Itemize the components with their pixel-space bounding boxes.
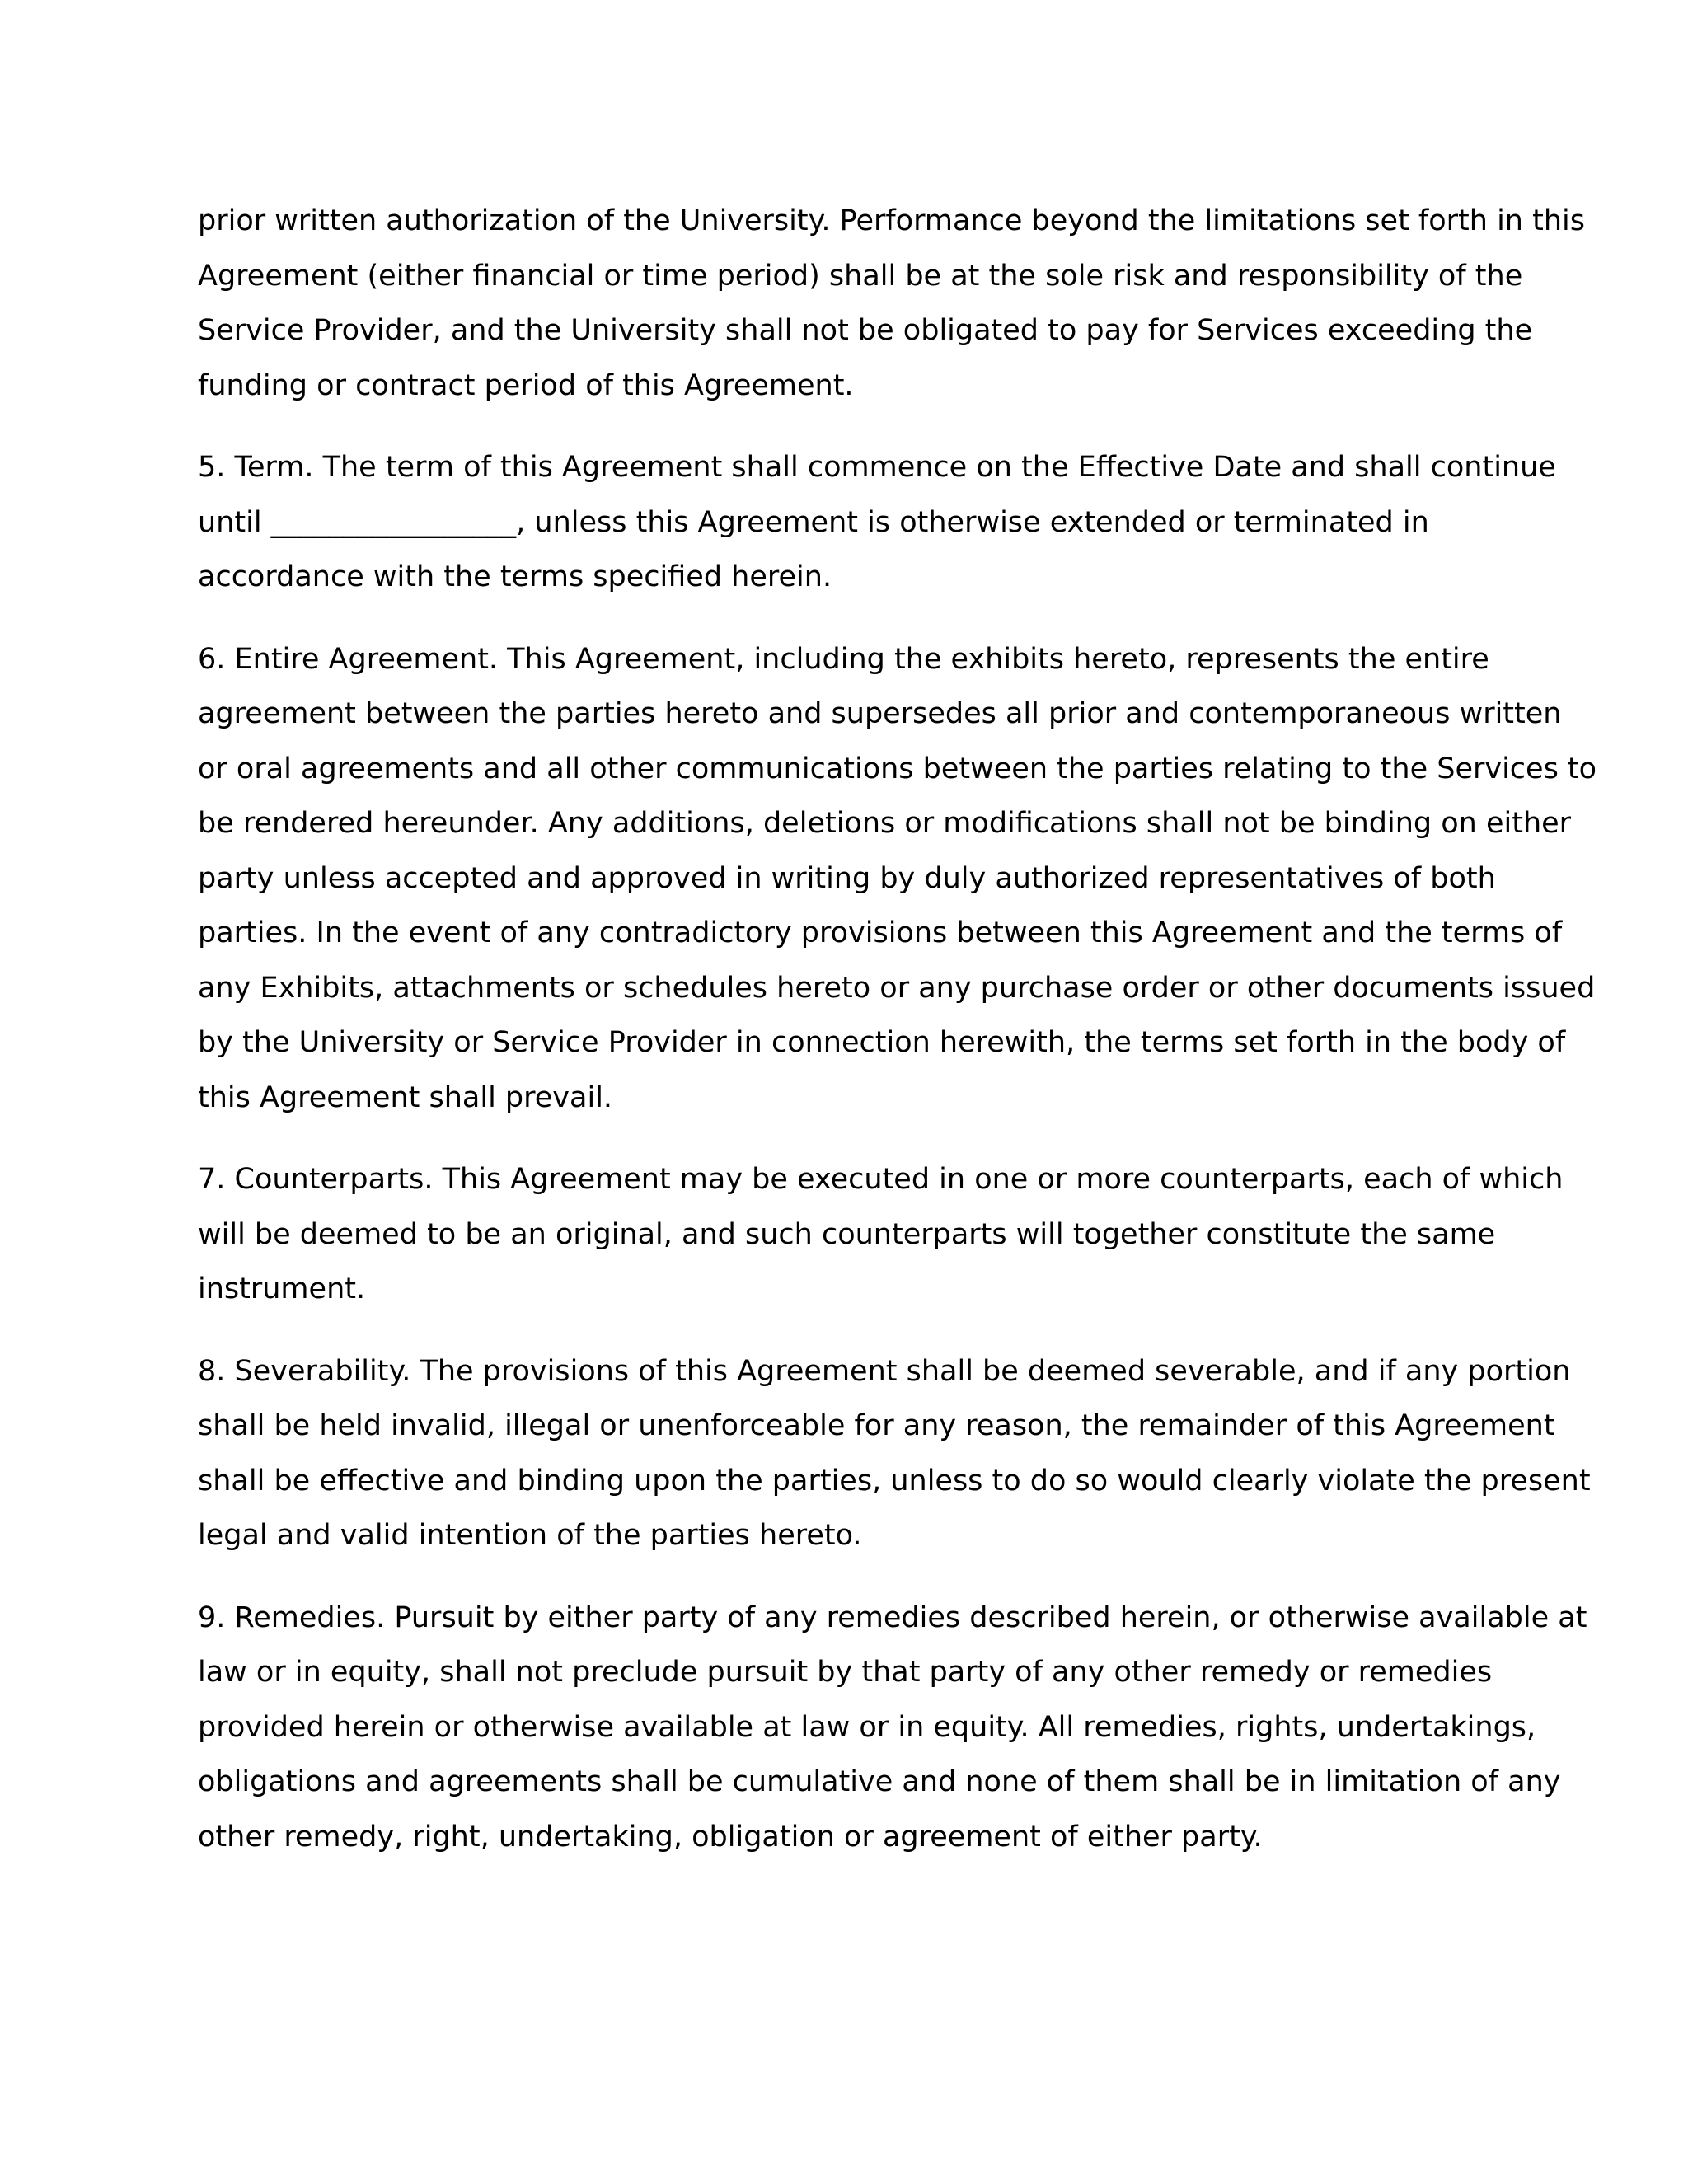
text-line: legal and valid intention of the parties hereto. [198, 1519, 862, 1552]
text-line: prior written authorization of the University. Performance beyond the limitations set forth in this [198, 204, 1585, 237]
text-line: Agreement (either financial or time period) shall be at the sole risk and responsibility of the [198, 259, 1523, 293]
text-line: this Agreement shall prevail. [198, 1080, 613, 1114]
text-line: will be deemed to be an original, and such counterparts will together constitute the same [198, 1217, 1496, 1251]
text-line: shall be effective and binding upon the parties, unless to do so would clearly violate the present [198, 1464, 1591, 1497]
paragraph-entire-agreement [198, 632, 1597, 1126]
paragraph-severability [198, 1344, 1591, 1563]
text-line: 7. Counterparts. This Agreement may be executed in one or more counterparts, each of which [198, 1163, 1564, 1196]
text-line: provided herein or otherwise available at law or in equity. All remedies, rights, undertakings, [198, 1710, 1536, 1744]
text-line: obligations and agreements shall be cumulative and none of them shall be in limitation of any [198, 1765, 1561, 1798]
paragraph-term [198, 440, 1556, 605]
paragraph-continuation [198, 194, 1585, 413]
text-line: party unless accepted and approved in writing by duly authorized representatives of both [198, 861, 1496, 895]
text-line: agreement between the parties hereto and supersedes all prior and contemporaneous written [198, 697, 1562, 730]
text-line: parties. In the event of any contradictory provisions between this Agreement and the terms of [198, 916, 1563, 949]
text-line: accordance with the terms specified herein. [198, 560, 832, 593]
text-line: until _________________, unless this Agreement is otherwise extended or terminated in [198, 505, 1429, 539]
document-body [198, 194, 1597, 1891]
paragraph-counterparts [198, 1152, 1564, 1317]
text-line: funding or contract period of this Agreement. [198, 368, 854, 402]
text-line: Service Provider, and the University shall not be obligated to pay for Services exceeding the [198, 314, 1533, 347]
text-line: 9. Remedies. Pursuit by either party of any remedies described herein, or otherwise available at [198, 1601, 1587, 1634]
text-line: or oral agreements and all other communications between the parties relating to the Services to [198, 752, 1597, 785]
text-line: 6. Entire Agreement. This Agreement, including the exhibits hereto, represents the entire [198, 642, 1489, 676]
text-line: any Exhibits, attachments or schedules hereto or any purchase order or other documents issued [198, 971, 1596, 1005]
text-line: 5. Term. The term of this Agreement shall commence on the Effective Date and shall continue [198, 451, 1556, 484]
text-line: other remedy, right, undertaking, obligation or agreement of either party. [198, 1820, 1263, 1854]
text-line: instrument. [198, 1272, 366, 1305]
text-line: law or in equity, shall not preclude pursuit by that party of any other remedy or remedies [198, 1656, 1493, 1689]
text-line: be rendered hereunder. Any additions, deletions or modifications shall not be binding on either [198, 807, 1572, 840]
text-line: by the University or Service Provider in connection herewith, the terms set forth in the body of [198, 1026, 1566, 1059]
text-line: 8. Severability. The provisions of this Agreement shall be deemed severable, and if any portion [198, 1354, 1571, 1388]
paragraph-remedies [198, 1591, 1587, 1865]
text-line: shall be held invalid, illegal or unenforceable for any reason, the remainder of this Agreement [198, 1409, 1555, 1442]
